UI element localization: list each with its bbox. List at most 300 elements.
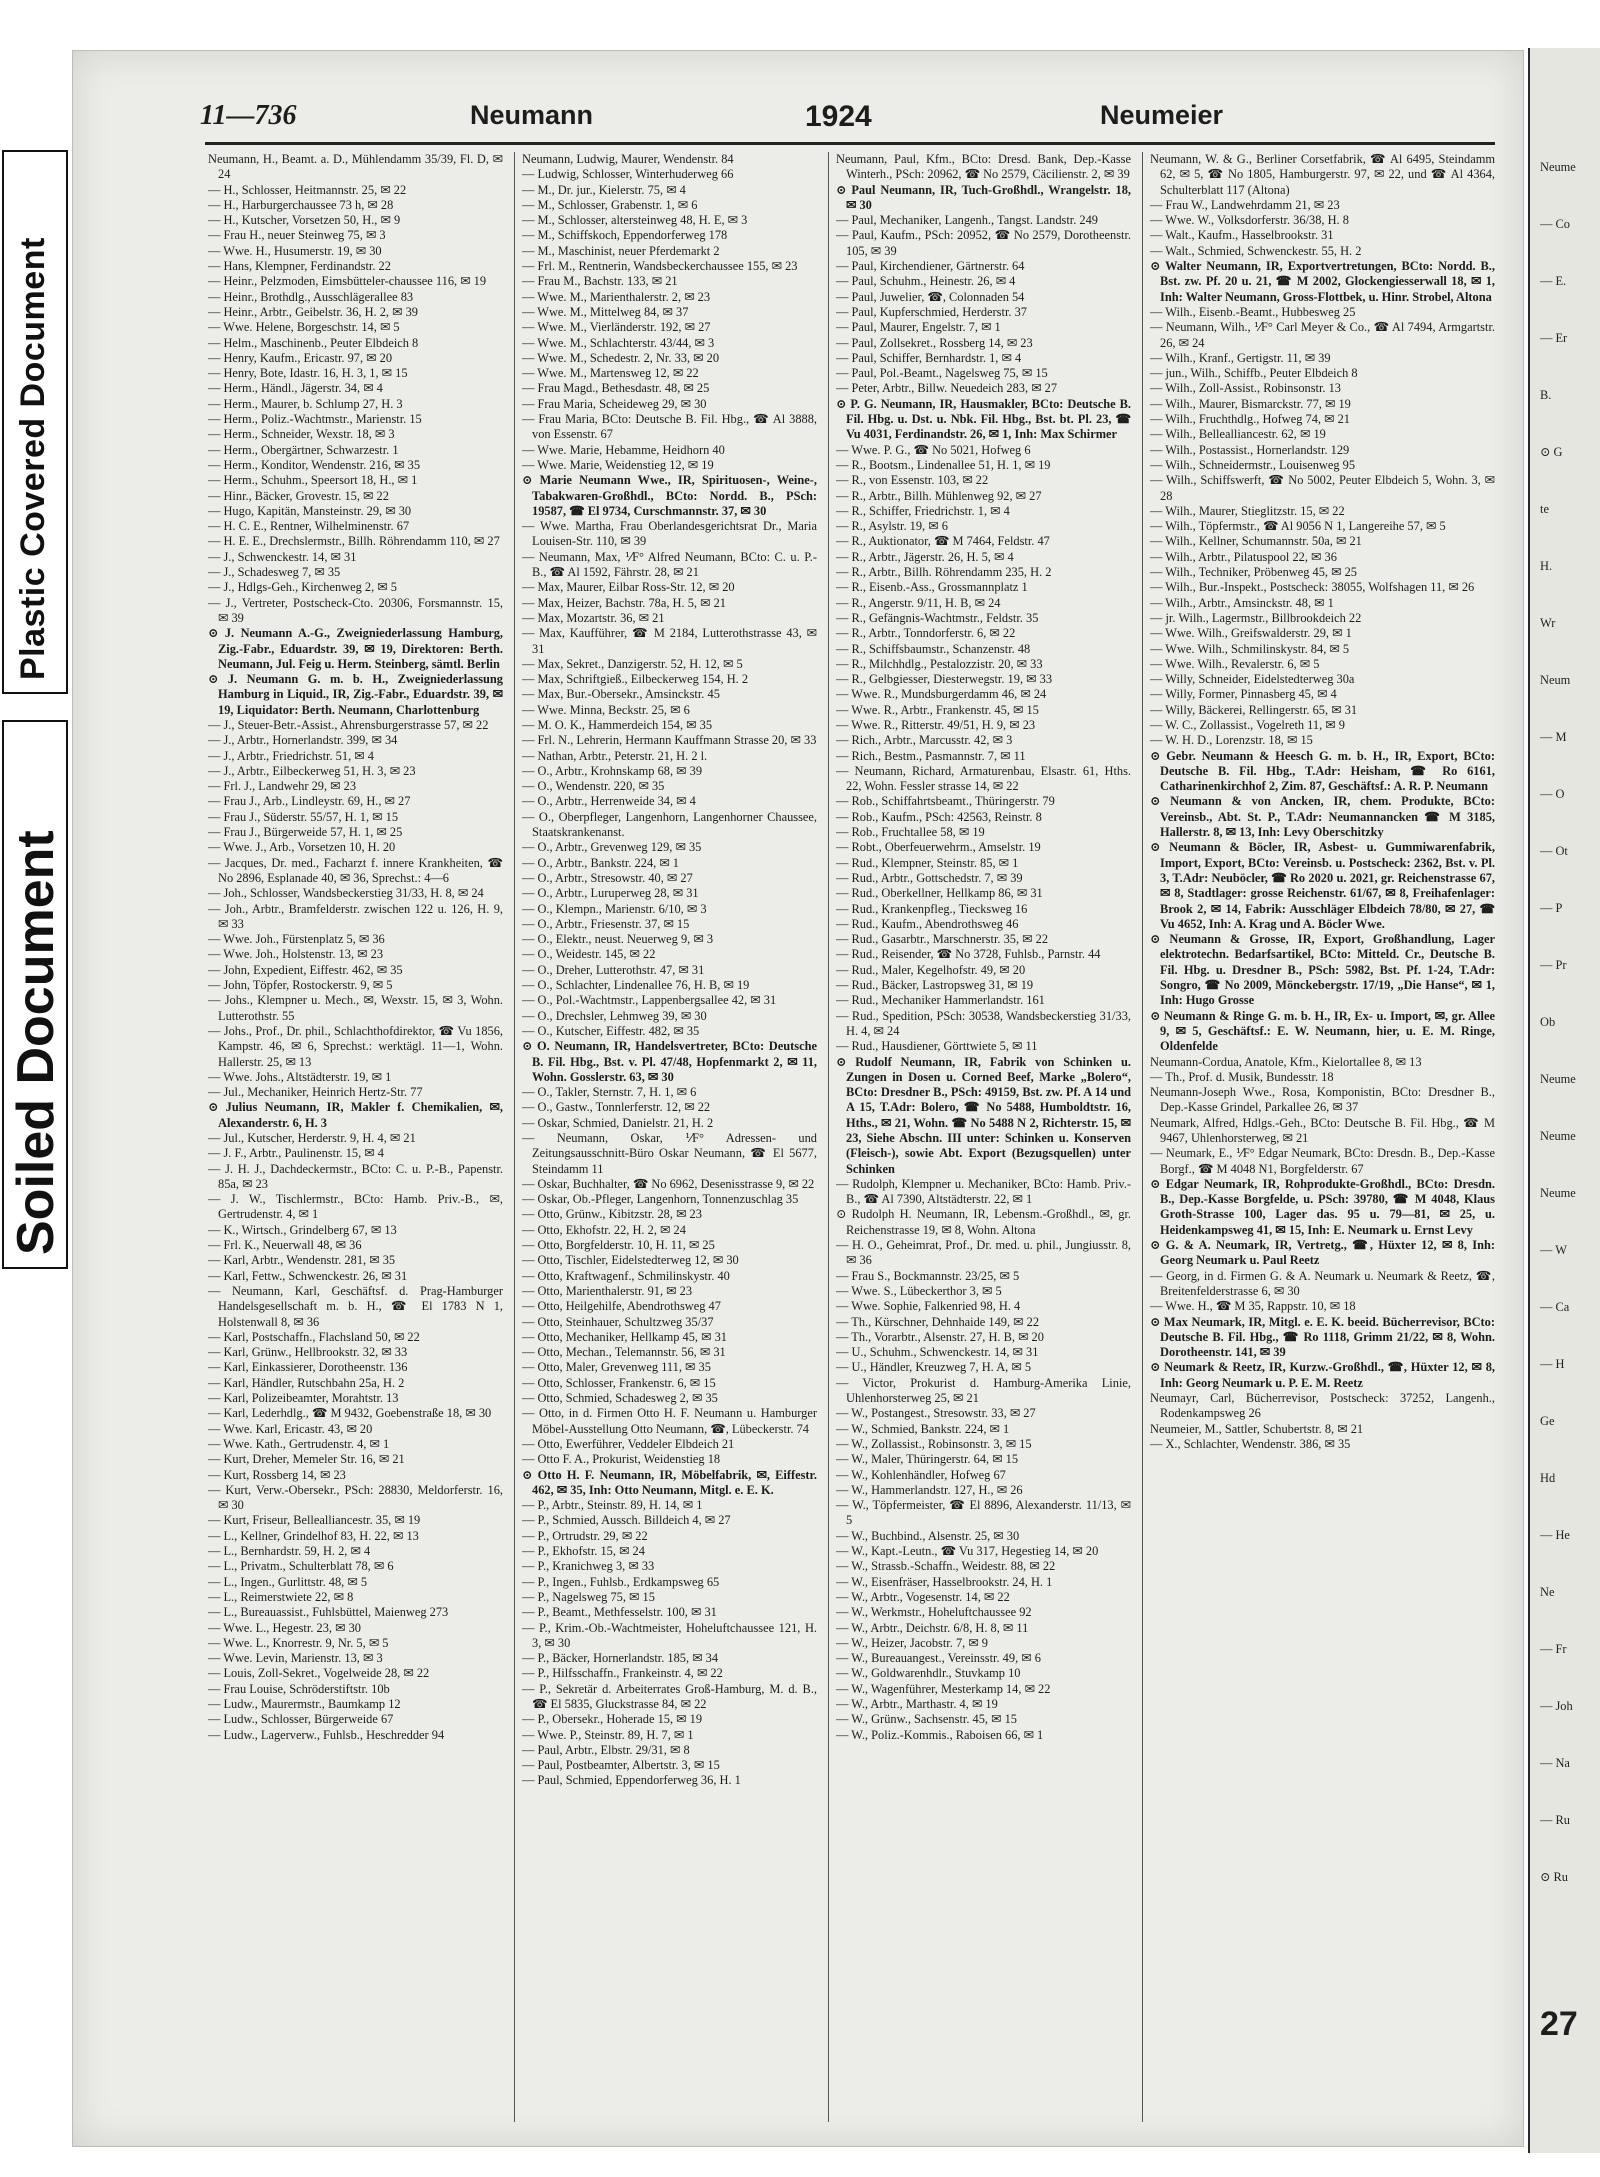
directory-entry: — Herm., Schuhm., Speersort 18, H., ✉ 1 bbox=[208, 473, 418, 488]
column-divider bbox=[1142, 152, 1143, 2122]
directory-entry: — Herm., Schneider, Wexstr. 18, ✉ 3 bbox=[208, 427, 395, 442]
edge-fragment: — Er bbox=[1540, 331, 1568, 345]
directory-entry: — H., Kutscher, Vorsetzen 50, H., ✉ 9 bbox=[208, 213, 401, 228]
directory-entry: — Rud., Reisender, ☎ No 3728, Fuhlsb., Parnstr. 44 bbox=[836, 947, 1101, 962]
directory-entry: — Frau Magd., Bethesdastr. 48, ✉ 25 bbox=[522, 381, 710, 396]
directory-entry: — Wwe. W., Volksdorferstr. 36/38, H. 8 bbox=[1150, 213, 1349, 228]
directory-entry: — Herm., Maurer, b. Schlump 27, H. 3 bbox=[208, 396, 403, 411]
directory-entry: — H., Harburgerchaussee 73 h, ✉ 28 bbox=[208, 197, 394, 212]
directory-entry: — Rob., Kaufm., PSch: 42563, Reinstr. 8 bbox=[836, 809, 1042, 824]
directory-entry: — Frl. N., Lehrerin, Hermann Kauffmann Strasse 20, ✉ 33 bbox=[522, 733, 817, 748]
directory-entry: — Neumann, Wilh., ⅟F° Carl Meyer & Co., ☎ Al 7494, Armgartstr. 26, ✉ 24 bbox=[1150, 320, 1495, 350]
directory-entry: — Frau J., Arb., Lindleystr. 69, H., ✉ 27 bbox=[208, 794, 411, 809]
edge-fragment: — Fr bbox=[1540, 1642, 1567, 1656]
directory-entry: — Wwe. M., Martensweg 12, ✉ 22 bbox=[522, 366, 699, 381]
directory-entry: — W., Schmied, Bankstr. 224, ✉ 1 bbox=[836, 1421, 1010, 1436]
directory-entry: — Rudolph, Klempner u. Mechaniker, BCto: Hamb. Priv.-B., ☎ Al 7390, Altstädterstr. 22, ✉ 1 bbox=[836, 1176, 1131, 1207]
directory-entry: — J., Arbtr., Hornerlandstr. 399, ✉ 34 bbox=[208, 733, 398, 748]
directory-entry: — Karl, Lederhdlg., ☎ M 9432, Goebenstraße 18, ✉ 30 bbox=[208, 1406, 492, 1421]
edge-fragment: H. bbox=[1540, 559, 1553, 573]
directory-entry: — Max, Kaufführer, ☎ M 2184, Lutterothstrasse 43, ✉ 31 bbox=[522, 626, 817, 656]
directory-entry: — Wwe. Marie, Hebamme, Heidhorn 40 bbox=[522, 442, 725, 457]
directory-entry: — R., Arbtr., Tonndorferstr. 6, ✉ 22 bbox=[836, 626, 1016, 641]
directory-entry: — Wwe. Martha, Frau Oberlandesgerichtsrat Dr., Maria Louisen-Str. 110, ✉ 39 bbox=[522, 519, 817, 549]
directory-entry: — Frau J., Süderstr. 55/57, H. 1, ✉ 15 bbox=[208, 809, 399, 824]
firm-entry: ⊙ G. & A. Neumark, IR, Vertretg., ☎, Hüxter 12, ✉ 8, Inh: Georg Neumark u. Paul Reetz bbox=[1150, 1238, 1495, 1268]
directory-entry: — Wilh., Schiffswerft, ☎ No 5002, Peuter Elbdeich 5, Wohn. 3, ✉ 28 bbox=[1150, 473, 1495, 503]
firm-entry: ⊙ Neumark & Reetz, IR, Kurzw.-Großhdl., ☎, Hüxter 12, ✉ 8, Inh: Georg Neumark u. P. E. M. Reetz bbox=[1150, 1360, 1495, 1390]
directory-entry: — W., Maler, Thüringerstr. 64, ✉ 15 bbox=[836, 1452, 1019, 1467]
directory-entry: — Wwe. R., Mundsburgerdamm 46, ✉ 24 bbox=[836, 687, 1047, 702]
directory-entry: — Max, Maurer, Eilbar Ross-Str. 12, ✉ 20 bbox=[522, 580, 735, 595]
directory-entry: — Jul., Kutscher, Herderstr. 9, H. 4, ✉ 21 bbox=[208, 1131, 416, 1145]
directory-entry: — Ludw., Maurermstr., Baumkamp 12 bbox=[208, 1696, 401, 1711]
firm-entry: ⊙ Otto H. F. Neumann, IR, Möbelfabrik, ✉, Eiffestr. 462, ✉ 35, Inh: Otto Neumann, Mitgl. e. E. K. bbox=[522, 1467, 817, 1497]
directory-entry: — H., Schlosser, Heitmannstr. 25, ✉ 22 bbox=[208, 182, 407, 197]
directory-entry: — W., Postangest., Stresowstr. 33, ✉ 27 bbox=[836, 1406, 1036, 1421]
directory-entry: — Wilh., Eisenb.-Beamt., Hubbesweg 25 bbox=[1150, 304, 1356, 319]
directory-entry: — J., Schwenckestr. 14, ✉ 31 bbox=[208, 549, 357, 564]
directory-entry: — O., Arbtr., Grevenweg 129, ✉ 35 bbox=[522, 840, 702, 855]
edge-fragment: — Ca bbox=[1540, 1300, 1570, 1314]
directory-entry: — R., Auktionator, ☎ M 7464, Feldstr. 47 bbox=[836, 534, 1050, 549]
directory-entry: — W. C., Zollassist., Vogelreth 11, ✉ 9 bbox=[1150, 717, 1345, 732]
directory-entry: — O., Drechsler, Lehmweg 39, ✉ 30 bbox=[522, 1008, 707, 1023]
directory-entry: — Victor, Prokurist d. Hamburg-Amerika Linie, Uhlenhorsterweg 25, ✉ 21 bbox=[836, 1375, 1131, 1406]
directory-entry: — Wilh., Bellealliancestr. 62, ✉ 19 bbox=[1150, 427, 1326, 442]
directory-entry: — P., Schmied, Aussch. Billdeich 4, ✉ 27 bbox=[522, 1513, 731, 1528]
directory-entry: — R., Gefängnis-Wachtmstr., Feldstr. 35 bbox=[836, 610, 1039, 625]
directory-entry: — W., Buchbind., Alsenstr. 25, ✉ 30 bbox=[836, 1528, 1020, 1543]
directory-entry: — Wwe. M., Schlachterstr. 43/44, ✉ 3 bbox=[522, 335, 715, 350]
directory-entry: — Frau J., Bürgerweide 57, H. 1, ✉ 25 bbox=[208, 825, 403, 840]
directory-entry: — Otto, Mechaniker, Hellkamp 45, ✉ 31 bbox=[522, 1329, 727, 1344]
edge-fragment: B. bbox=[1540, 388, 1552, 402]
directory-entry: — R., Arbtr., Billh. Mühlenweg 92, ✉ 27 bbox=[836, 488, 1042, 503]
directory-entry: Neumark, Alfred, Hdlgs.-Geh., BCto: Deutsche B. Fil. Hbg., ☎ M 9467, Uhlenhorsterweg, ✉ 21 bbox=[1150, 1115, 1495, 1145]
directory-entry: — P., Ekhofstr. 15, ✉ 24 bbox=[522, 1544, 645, 1559]
edge-fragment: — He bbox=[1540, 1528, 1570, 1542]
directory-entry: — Heinr., Brothdlg., Ausschlägerallee 83 bbox=[208, 289, 414, 304]
directory-entry: — Paul, Schuhm., Heinestr. 26, ✉ 4 bbox=[836, 274, 1016, 289]
directory-entry: — M., Maschinist, neuer Pferdemarkt 2 bbox=[522, 243, 720, 258]
directory-entry: — Wilh., Kranf., Gertigstr. 11, ✉ 39 bbox=[1150, 350, 1331, 365]
directory-entry: — R., Gelbgiesser, Diesterwegstr. 19, ✉ 33 bbox=[836, 672, 1053, 687]
directory-entry: — Frau Maria, Scheideweg 29, ✉ 30 bbox=[522, 396, 707, 411]
firm-entry: ⊙ P. G. Neumann, IR, Hausmakler, BCto: Deutsche B. Fil. Hbg. u. Dst. u. Nbk. Fil. Hbg., Bst. bt. Pl. 23, ☎ Vu 4031, Ferdinandstr. 26, ✉ 1, Inh: Max Schirmer bbox=[836, 396, 1131, 442]
directory-entry: — Wwe. H., Husumerstr. 19, ✉ 30 bbox=[208, 243, 382, 258]
edge-fragment: — Joh bbox=[1540, 1699, 1573, 1713]
directory-entry: — John, Töpfer, Rostockerstr. 9, ✉ 5 bbox=[208, 978, 393, 993]
directory-entry: — O., Weidestr. 145, ✉ 22 bbox=[522, 947, 656, 962]
directory-entry: — Paul, Zollsekret., Rossberg 14, ✉ 23 bbox=[836, 335, 1033, 350]
directory-entry: — W., Eisenfräser, Hasselbrookstr. 24, H. 1 bbox=[836, 1574, 1053, 1589]
directory-entry: — Otto, Borgfelderstr. 10, H. 11, ✉ 25 bbox=[522, 1238, 715, 1253]
directory-entry: — Wwe. Minna, Beckstr. 25, ✉ 6 bbox=[522, 702, 690, 717]
directory-entry: — Frl. J., Landwehr 29, ✉ 23 bbox=[208, 779, 357, 794]
directory-entry: — J., Steuer-Betr.-Assist., Ahrensburgerstrasse 57, ✉ 22 bbox=[208, 717, 489, 732]
header-year: 1924 bbox=[805, 100, 872, 133]
directory-entry: — Hinr., Bäcker, Grovestr. 15, ✉ 22 bbox=[208, 488, 389, 503]
directory-entry: — Rich., Arbtr., Marcusstr. 42, ✉ 3 bbox=[836, 733, 1013, 748]
directory-entry: — W., Heizer, Jacobstr. 7, ✉ 9 bbox=[836, 1635, 989, 1650]
directory-entry: — Th., Kürschner, Dehnhaide 149, ✉ 22 bbox=[836, 1314, 1040, 1329]
directory-entry: — Wwe. Kath., Gertrudenstr. 4, ✉ 1 bbox=[208, 1436, 390, 1451]
directory-entry: — Wilh., Schneidermstr., Louisenweg 95 bbox=[1150, 457, 1356, 472]
directory-entry: — Wwe. Helene, Borgeschstr. 14, ✉ 5 bbox=[208, 320, 400, 335]
directory-entry: — Frau Maria, BCto: Deutsche B. Fil. Hbg., ☎ Al 3888, von Essenstr. 67 bbox=[522, 412, 817, 442]
directory-entry: — Rud., Spedition, PSch: 30538, Wandsbeckerstieg 31/33, H. 4, ✉ 24 bbox=[836, 1008, 1131, 1038]
directory-entry: — Neumark, E., ⅟F° Edgar Neumark, BCto: Dresdn. B., Dep.-Kasse Borgf., ☎ M 4048 N1, Borgfelderstr. 67 bbox=[1150, 1146, 1495, 1176]
directory-entry: — Wilh., Fruchthdlg., Hofweg 74, ✉ 21 bbox=[1150, 412, 1350, 427]
directory-entry: — Oskar, Schmied, Danielstr. 21, H. 2 bbox=[522, 1115, 714, 1130]
directory-entry: — Wwe. H., ☎ M 35, Rappstr. 10, ✉ 18 bbox=[1150, 1299, 1356, 1314]
edge-fragment: — E. bbox=[1540, 274, 1567, 288]
directory-entry: — Th., Prof. d. Musik, Bundesstr. 18 bbox=[1150, 1069, 1334, 1084]
directory-entry: — Wwe. Wilh., Greifswalderstr. 29, ✉ 1 bbox=[1150, 626, 1352, 641]
directory-column-1 bbox=[208, 152, 503, 2127]
directory-entry: — Frau W., Landwehrdamm 21, ✉ 23 bbox=[1150, 197, 1340, 212]
directory-entry: — M., Dr. jur., Kielerstr. 75, ✉ 4 bbox=[522, 182, 686, 197]
directory-entry: — Nathan, Arbtr., Peterstr. 21, H. 2 l. bbox=[522, 748, 708, 763]
directory-entry: — Wilh., Kellner, Schumannstr. 50a, ✉ 21 bbox=[1150, 534, 1362, 549]
directory-entry: — Oskar, Ob.-Pfleger, Langenhorn, Tonnenzuschlag 35 bbox=[522, 1192, 799, 1207]
directory-entry: — Neumann, Karl, Geschäftsf. d. Prag-Hamburger Handelsgesellschaft m. b. H., ☎ El 1783 N 1, Holstenwall 8, ✉ 36 bbox=[208, 1283, 503, 1329]
directory-entry: — Otto, Mechan., Telemannstr. 56, ✉ 31 bbox=[522, 1345, 726, 1360]
firm-entry: ⊙ Walter Neumann, IR, Exportvertretungen, BCto: Nordd. B., Bst. zw. Pf. 20 u. 21, ☎ M 2002, Glockengiesserwall 18, ✉ 1, Inh: Walter Neumann, Gross-Flottbek, u. Hinr. Strobel, Altona bbox=[1150, 259, 1495, 304]
directory-entry: — R., Eisenb.-Ass., Grossmannplatz 1 bbox=[836, 580, 1028, 595]
directory-entry: — Wwe. M., Vierländerstr. 192, ✉ 27 bbox=[522, 320, 711, 335]
directory-entry: — J., Hdlgs-Geh., Kirchenweg 2, ✉ 5 bbox=[208, 580, 397, 595]
directory-entry: — Oskar, Buchhalter, ☎ No 6962, Desenisstrasse 9, ✉ 22 bbox=[522, 1176, 815, 1191]
directory-entry: — Wwe. Joh., Fürstenplatz 5, ✉ 36 bbox=[208, 932, 385, 947]
directory-entry: — P., Krim.-Ob.-Wachtmeister, Hoheluftchaussee 121, H. 3, ✉ 30 bbox=[522, 1620, 817, 1650]
directory-entry: — R., Asylstr. 19, ✉ 6 bbox=[836, 519, 948, 534]
directory-entry: — Neumann, Max, ⅟F° Alfred Neumann, BCto: C. u. P.-B., ☎ Al 1592, Fährstr. 28, ✉ 21 bbox=[522, 549, 817, 580]
plastic-covered-label: Plastic Covered Document bbox=[14, 237, 52, 680]
next-page-edge bbox=[1528, 48, 1600, 2153]
directory-entry: — Otto, Marienthalerstr. 91, ✉ 23 bbox=[522, 1283, 693, 1298]
directory-entry: — Paul, Maurer, Engelstr. 7, ✉ 1 bbox=[836, 320, 1001, 335]
directory-entry: — W., Strassb.-Schaffn., Weidestr. 88, ✉ 22 bbox=[836, 1559, 1056, 1574]
directory-entry: — Karl, Grünw., Hellbrookstr. 32, ✉ 33 bbox=[208, 1345, 408, 1360]
directory-entry: — L., Kellner, Grindelhof 83, H. 22, ✉ 13 bbox=[208, 1528, 419, 1543]
directory-entry: — Karl, Polizeibeamter, Morahtstr. 13 bbox=[208, 1391, 399, 1406]
firm-entry: ⊙ J. Neumann A.-G., Zweigniederlassung Hamburg, Zig.-Fabr., Eduardstr. 39, ✉ 19, Direktoren: Berth. Neumann, Jul. Feig u. Herm. Steinberg, sämtl. Berlin bbox=[208, 626, 503, 671]
edge-fragment: Neume bbox=[1540, 1129, 1576, 1143]
directory-entry: Neumann, Paul, Kfm., BCto: Dresd. Bank, Dep.-Kasse Winterh., PSch: 20962, ☎ No 2579, Cäcilienstr. 2, ✉ 39 bbox=[836, 152, 1131, 182]
edge-fragment: te bbox=[1540, 502, 1549, 516]
directory-column-3 bbox=[836, 152, 1131, 2127]
directory-entry: — R., Bootsm., Lindenallee 51, H. 1, ✉ 19 bbox=[836, 457, 1051, 472]
directory-entry: — P., Obersekr., Hoherade 15, ✉ 19 bbox=[522, 1712, 703, 1727]
directory-entry: — O., Arbtr., Stresowstr. 40, ✉ 27 bbox=[522, 870, 693, 885]
edge-fragment: — M bbox=[1540, 730, 1567, 744]
directory-entry: — W., Goldwarenhdlr., Stuvkamp 10 bbox=[836, 1666, 1021, 1681]
directory-entry: — O., Schlachter, Lindenallee 76, H. B, ✉ 19 bbox=[522, 978, 750, 993]
directory-entry: — Otto, Steinhauer, Schultzweg 35/37 bbox=[522, 1314, 714, 1329]
directory-entry: — P., Kranichweg 3, ✉ 33 bbox=[522, 1559, 655, 1574]
firm-entry: ⊙ O. Neumann, IR, Handelsvertreter, BCto: Deutsche B. Fil. Hbg., Bst. v. Pl. 47/48, Hopfenmarkt 2, ✉ 11, Wohn. Gosslerstr. 63, ✉ 30 bbox=[522, 1039, 817, 1084]
directory-entry: — Kurt, Friseur, Bellealliancestr. 35, ✉ 19 bbox=[208, 1513, 421, 1528]
directory-entry: — Paul, Pol.-Beamt., Nagelsweg 75, ✉ 15 bbox=[836, 366, 1048, 381]
edge-fragment: Neume bbox=[1540, 160, 1576, 174]
archival-label-strip bbox=[0, 0, 68, 2177]
directory-entry: — Wwe. R., Ritterstr. 49/51, H. 9, ✉ 23 bbox=[836, 717, 1036, 732]
directory-entry: — Helm., Maschinenb., Peuter Elbdeich 8 bbox=[208, 335, 419, 350]
directory-entry: — Henry, Kaufm., Ericastr. 97, ✉ 20 bbox=[208, 350, 393, 365]
directory-entry: — Wwe. M., Marienthalerstr. 2, ✉ 23 bbox=[522, 289, 711, 304]
directory-entry: — M., Schlosser, Grabenstr. 1, ✉ 6 bbox=[522, 197, 698, 212]
directory-entry: — Herm., Konditor, Wendenstr. 216, ✉ 35 bbox=[208, 457, 421, 472]
directory-entry: — Ludw., Lagerverw., Fuhlsb., Heschredder 94 bbox=[208, 1727, 445, 1742]
edge-fragment: — Pr bbox=[1540, 958, 1567, 972]
directory-entry: — Neumann, Richard, Armaturenbau, Elsastr. 61, Hths. 22, Wohn. Fessler strasse 14, ✉ 22 bbox=[836, 763, 1131, 794]
directory-entry: — O., Arbtr., Luruperweg 28, ✉ 31 bbox=[522, 886, 699, 901]
directory-entry: — P., Ortrudstr. 29, ✉ 22 bbox=[522, 1528, 648, 1543]
directory-entry: — Wwe. Marie, Weidenstieg 12, ✉ 19 bbox=[522, 457, 714, 472]
directory-entry: — John, Expedient, Eiffestr. 462, ✉ 35 bbox=[208, 962, 403, 977]
edge-fragment: — O bbox=[1540, 787, 1565, 801]
directory-entry: — Johs., Klempner u. Mech., ✉, Wexstr. 15, ✉ 3, Wohn. Lutterothstr. 55 bbox=[208, 993, 503, 1023]
directory-entry: — Wwe. P. G., ☎ No 5021, Hofweg 6 bbox=[836, 442, 1031, 457]
edge-fragment: Ne bbox=[1540, 1585, 1555, 1599]
directory-entry: Neumeier, M., Sattler, Schubertstr. 8, ✉ 21 bbox=[1150, 1421, 1364, 1436]
directory-entry: — Th., Vorarbtr., Alsenstr. 27, H. B, ✉ 20 bbox=[836, 1329, 1044, 1344]
page-number: 11—736 bbox=[200, 100, 297, 131]
directory-entry: — O., Wendenstr. 220, ✉ 35 bbox=[522, 779, 665, 794]
directory-entry: — Max, Heizer, Bachstr. 78a, H. 5, ✉ 21 bbox=[522, 595, 726, 610]
edge-fragment: Neume bbox=[1540, 1186, 1576, 1200]
directory-entry: — Rud., Maler, Kegelhofstr. 49, ✉ 20 bbox=[836, 962, 1026, 977]
directory-entry: — W., Arbtr., Marthastr. 4, ✉ 19 bbox=[836, 1696, 998, 1711]
directory-entry: — H. O., Geheimrat, Prof., Dr. med. u. phil., Jungiusstr. 8, ✉ 36 bbox=[836, 1238, 1131, 1268]
directory-entry: Neumayr, Carl, Bücherrevisor, Postscheck: 37252, Langenh., Rodenkampsweg 26 bbox=[1150, 1391, 1495, 1421]
directory-entry: — R., Angerstr. 9/11, H. B, ✉ 24 bbox=[836, 595, 1001, 610]
directory-entry: — P., Arbtr., Steinstr. 89, H. 14, ✉ 1 bbox=[522, 1498, 703, 1513]
directory-entry: — Otto, Grünw., Kibitzstr. 28, ✉ 23 bbox=[522, 1207, 702, 1222]
directory-entry: — Kurt, Dreher, Memeler Str. 16, ✉ 21 bbox=[208, 1452, 405, 1467]
directory-entry: — Rud., Gasarbtr., Marschnerstr. 35, ✉ 22 bbox=[836, 932, 1049, 947]
directory-entry: — jun., Wilh., Schiffb., Peuter Elbdeich 8 bbox=[1150, 366, 1358, 381]
directory-entry: — U., Händler, Kreuzweg 7, H. A, ✉ 5 bbox=[836, 1360, 1032, 1375]
directory-entry: — Paul, Arbtr., Elbstr. 29/31, ✉ 8 bbox=[522, 1742, 690, 1757]
directory-entry: — Kurt, Verw.-Obersekr., PSch: 28830, Meldorferstr. 16, ✉ 30 bbox=[208, 1482, 503, 1513]
firm-entry: ⊙ Rudolf Neumann, IR, Fabrik von Schinken u. Zungen in Dosen u. Corned Beef, Marke „Bolero“, BCto: Dresdner B., PSch: 49159, Bst. zw. Pf. A 14 und A 15, T.Adr: Bolero, ☎ No 5488, Humboldtstr. 16, Hths., ✉ 21, Wohn. ☎ No 5488 N 2, Richterstr. 15, ✉ 23, Siehe Abschn. III unter: Schinken u. Konserven (Fleisch-), sowie Abt. Export (Bezugsquellen) unter Schinken bbox=[836, 1054, 1131, 1176]
directory-entry: — Rud., Klempner, Steinstr. 85, ✉ 1 bbox=[836, 855, 1019, 870]
directory-entry: — Frau S., Bockmannstr. 23/25, ✉ 5 bbox=[836, 1268, 1020, 1283]
directory-entry: — J. F., Arbtr., Paulinenstr. 15, ✉ 4 bbox=[208, 1146, 384, 1161]
directory-entry: — O., Oberpfleger, Langenhorn, Langenhorner Chaussee, Staatskrankenanst. bbox=[522, 809, 817, 840]
directory-entry: — Wwe. S., Lübeckerthor 3, ✉ 5 bbox=[836, 1283, 1002, 1298]
directory-entry: — Max, Bur.-Obersekr., Amsinckstr. 45 bbox=[522, 687, 720, 702]
directory-entry: — Otto, Maler, Grevenweg 111, ✉ 35 bbox=[522, 1360, 711, 1375]
directory-entry: — O., Gastw., Tonnlerferstr. 12, ✉ 22 bbox=[522, 1100, 711, 1115]
firm-entry: ⊙ Marie Neumann Wwe., IR, Spirituosen-, Weine-, Tabakwaren-Großhdl., BCto: Nordd. B., PSch: 19587, ☎ El 9734, Curschmannstr. 37, ✉ 30 bbox=[522, 473, 817, 518]
directory-entry: — Wwe. Karl, Ericastr. 43, ✉ 20 bbox=[208, 1421, 373, 1436]
directory-entry: — Otto, Tischler, Eidelstedterweg 12, ✉ 30 bbox=[522, 1253, 739, 1268]
directory-entry: — W., Arbtr., Vogesenstr. 14, ✉ 22 bbox=[836, 1589, 1010, 1604]
directory-entry: — Otto F. A., Prokurist, Weidenstieg 18 bbox=[522, 1452, 721, 1467]
directory-entry: — Paul, Kupferschmied, Herderstr. 37 bbox=[836, 304, 1027, 319]
directory-entry: — J. W., Tischlermstr., BCto: Hamb. Priv.-B., ✉, Gertrudenstr. 4, ✉ 1 bbox=[208, 1192, 503, 1222]
directory-entry: — Wwe. P., Steinstr. 89, H. 7, ✉ 1 bbox=[522, 1727, 694, 1742]
directory-entry: — Johs., Prof., Dr. phil., Schlachthofdirektor, ☎ Vu 1856, Kampstr. 46, ✉ 6, Sprechst.: werktägl. 11—1, Wohn. Hallerstr. 25, ✉ 13 bbox=[208, 1023, 503, 1069]
directory-entry: — Wilh., Töpfermstr., ☎ Al 9056 N 1, Langereihe 57, ✉ 5 bbox=[1150, 519, 1446, 534]
directory-entry: — Wilh., Arbtr., Amsinckstr. 48, ✉ 1 bbox=[1150, 595, 1334, 610]
directory-entry: — Frau Louise, Schröderstiftstr. 10b bbox=[208, 1681, 390, 1696]
directory-entry: — R., von Essenstr. 103, ✉ 22 bbox=[836, 473, 989, 488]
directory-entry: — Max, Schriftgieß., Eilbeckerweg 154, H. 2 bbox=[522, 672, 749, 687]
directory-entry: — Wwe. Levin, Marienstr. 13, ✉ 3 bbox=[208, 1651, 383, 1666]
directory-entry: — O., Takler, Sternstr. 7, H. 1, ✉ 6 bbox=[522, 1085, 697, 1100]
directory-entry: — Wwe. Sophie, Falkenried 98, H. 4 bbox=[836, 1299, 1021, 1314]
directory-entry: — L., Reimerstwiete 22, ✉ 8 bbox=[208, 1589, 354, 1604]
directory-entry: — W., Poliz.-Kommis., Raboisen 66, ✉ 1 bbox=[836, 1727, 1044, 1742]
directory-entry: — O., Klempn., Marienstr. 6/10, ✉ 3 bbox=[522, 901, 707, 916]
directory-entry: — U., Schuhm., Schwenckestr. 14, ✉ 31 bbox=[836, 1345, 1039, 1360]
directory-entry: — Jul., Mechaniker, Heinrich Hertz-Str. 77 bbox=[208, 1085, 423, 1100]
directory-entry: ⊙ Rudolph H. Neumann, IR, Lebensm.-Großhdl., ✉, gr. Reichenstrasse 19, ✉ 8, Wohn. Altona bbox=[836, 1207, 1131, 1237]
directory-entry: — Joh., Schlosser, Wandsbeckerstieg 31/33, H. 8, ✉ 24 bbox=[208, 886, 484, 901]
directory-entry: — R., Arbtr., Jägerstr. 26, H. 5, ✉ 4 bbox=[836, 549, 1014, 564]
directory-entry: — R., Milchhdlg., Pestalozzistr. 20, ✉ 33 bbox=[836, 656, 1043, 671]
directory-entry: — P., Bäcker, Hornerlandstr. 185, ✉ 34 bbox=[522, 1651, 719, 1666]
directory-entry: — Wwe. R., Arbtr., Frankenstr. 45, ✉ 15 bbox=[836, 702, 1039, 717]
directory-entry: — Otto, Ewerführer, Veddeler Elbdeich 21 bbox=[522, 1436, 735, 1451]
edge-fragment: — Ru bbox=[1540, 1813, 1570, 1827]
directory-entry: — J., Vertreter, Postscheck-Cto. 20306, Forsmannstr. 15, ✉ 39 bbox=[208, 595, 503, 625]
directory-entry: — Joh., Arbtr., Bramfelderstr. zwischen 122 u. 126, H. 9, ✉ 33 bbox=[208, 901, 503, 931]
directory-entry: — Ludw., Schlosser, Bürgerweide 67 bbox=[208, 1712, 394, 1727]
directory-entry: — Wwe. J., Arb., Vorsetzen 10, H. 20 bbox=[208, 840, 396, 855]
directory-entry: — M. O. K., Hammerdeich 154, ✉ 35 bbox=[522, 717, 713, 732]
directory-entry: — O., Arbtr., Friesenstr. 37, ✉ 15 bbox=[522, 916, 690, 931]
directory-entry: Neumann, Ludwig, Maurer, Wendenstr. 84 bbox=[522, 152, 734, 166]
firm-entry: ⊙ Neumann & Ringe G. m. b. H., IR, Ex- u. Import, ✉, gr. Allee 9, ✉ 5, Geschäftsf.: E. W. Neumann, hier, u. E. M. Ringe, Oldenfelde bbox=[1150, 1008, 1495, 1054]
directory-entry: — Otto, Ekhofstr. 22, H. 2, ✉ 24 bbox=[522, 1222, 686, 1237]
directory-entry: — Louis, Zoll-Sekret., Vogelweide 28, ✉ 22 bbox=[208, 1666, 430, 1681]
directory-entry: — Frl. K., Neuerwall 48, ✉ 36 bbox=[208, 1238, 362, 1253]
directory-entry: — W., Hammerlandstr. 127, H., ✉ 26 bbox=[836, 1482, 1023, 1497]
directory-entry: — Herm., Obergärtner, Schwarzestr. 1 bbox=[208, 442, 399, 457]
directory-entry: — Paul, Juwelier, ☎, Colonnaden 54 bbox=[836, 289, 1025, 304]
directory-entry: — L., Bureauassist., Fuhlsbüttel, Maienweg 273 bbox=[208, 1605, 449, 1620]
edge-fragment: — W bbox=[1540, 1243, 1567, 1257]
directory-entry: Neumann, H., Beamt. a. D., Mühlendamm 35/39, Fl. D, ✉ 24 bbox=[208, 152, 503, 182]
directory-entry: Neumann-Joseph Wwe., Rosa, Komponistin, BCto: Dresdner B., Dep.-Kasse Grindel, Parkallee 26, ✉ 37 bbox=[1150, 1085, 1495, 1115]
directory-entry: — Wilh., Arbtr., Pilatuspool 22, ✉ 36 bbox=[1150, 549, 1337, 564]
directory-entry: — Paul, Schiffer, Bernhardstr. 1, ✉ 4 bbox=[836, 350, 1022, 365]
directory-entry: — K., Wirtsch., Grindelberg 67, ✉ 13 bbox=[208, 1222, 397, 1237]
directory-entry: — O., Arbtr., Krohnskamp 68, ✉ 39 bbox=[522, 763, 703, 778]
directory-entry: — Paul, Postbeamter, Albertstr. 3, ✉ 15 bbox=[522, 1758, 720, 1773]
directory-entry: — Wwe. Joh., Holstenstr. 13, ✉ 23 bbox=[208, 947, 384, 962]
directory-entry: — O., Elektr., neust. Neuerweg 9, ✉ 3 bbox=[522, 932, 714, 947]
directory-entry: — H. E. E., Drechslermstr., Billh. Röhrendamm 110, ✉ 27 bbox=[208, 534, 500, 549]
directory-entry: — Rud., Hausdiener, Görttwiete 5, ✉ 11 bbox=[836, 1039, 1038, 1054]
directory-entry: — Robt., Oberfeuerwehrm., Amselstr. 19 bbox=[836, 840, 1041, 855]
page-header bbox=[200, 100, 1510, 140]
directory-entry: — Jacques, Dr. med., Facharzt f. innere Krankheiten, ☎ No 2896, Esplanade 40, ✉ 36, Sprechst.: 4—6 bbox=[208, 855, 503, 885]
directory-entry: — Rud., Kaufm., Abendrothsweg 46 bbox=[836, 916, 1019, 931]
directory-entry: — L., Ingen., Gurlittstr. 48, ✉ 5 bbox=[208, 1574, 368, 1589]
directory-entry: — Karl, Postschaffn., Flachsland 50, ✉ 22 bbox=[208, 1329, 420, 1344]
directory-entry: — P., Nagelsweg 75, ✉ 15 bbox=[522, 1589, 655, 1604]
directory-entry: — Heinr., Pelzmoden, Eimsbütteler-chaussee 116, ✉ 19 bbox=[208, 274, 487, 289]
column-divider bbox=[514, 152, 515, 2122]
header-end-name: Neumeier bbox=[1100, 100, 1224, 130]
firm-entry: ⊙ Neumann & Böcler, IR, Asbest- u. Gummiwarenfabrik, Import, Export, BCto: Vereinsb. u. Postscheck: 2362, Bst. v. Pl. 3, T.Adr: Neuböcler, ☎ Ro 2020 u. 2021, gr. Reichenstrasse 67, ✉ 8, Stadtlager: grosse Reichenstr. 61/67, ✉ 8, Freihafenlager: Brook 2, ✉ 14, Fabrik: Ausschläger Elbdeich 78/80, ✉ 27, ☎ Vu 4652, Inh: A. Krag und A. Böcler Wwe. bbox=[1150, 840, 1495, 931]
directory-entry: — X., Schlachter, Wendenstr. 386, ✉ 35 bbox=[1150, 1436, 1351, 1451]
firm-entry: ⊙ Neumann & Grosse, IR, Export, Großhandlung, Lager elektrotechn. Bedarfsartikel, BCto: Mitteld. Cr., Deutsche B. Fil. Hbg. u. Dresdner B., PSch: 5982, Bst. Pf. 1-24, T.Adr: Songro, ☎ No 2009, Mönckebergstr. 17/19, „Die Hanse“, ✉ 1, Inh: Hugo Grosse bbox=[1150, 932, 1495, 1008]
directory-entry: — J., Schadesweg 7, ✉ 35 bbox=[208, 565, 341, 580]
column-divider bbox=[828, 152, 829, 2122]
directory-column-2 bbox=[522, 152, 817, 2127]
directory-entry: — Karl, Fettw., Schwenckestr. 26, ✉ 31 bbox=[208, 1268, 408, 1283]
directory-entry: — W. H. D., Lorenzstr. 18, ✉ 15 bbox=[1150, 733, 1313, 748]
directory-entry: — Wilh., Postassist., Hornerlandstr. 129 bbox=[1150, 442, 1350, 457]
directory-entry: — Wwe. L., Hegestr. 23, ✉ 30 bbox=[208, 1620, 361, 1635]
edge-fragment: — P bbox=[1540, 901, 1563, 915]
directory-entry: — O., Pol.-Wachtmstr., Lappenbergsallee 42, ✉ 31 bbox=[522, 993, 777, 1008]
edge-fragment: — Na bbox=[1540, 1756, 1570, 1770]
directory-entry: Neumann, W. & G., Berliner Corsetfabrik, ☎ Al 6495, Steindamm 62, ✉ 5, ☎ No 1805, Hamburgerstr. 97, ✉ 22, und ☎ Al 4364, Schulterblatt 117 (Altona) bbox=[1150, 152, 1495, 197]
firm-entry: ⊙ Neumann & von Ancken, IR, chem. Produkte, BCto: Vereinsb., Abt. St. P., T.Adr: Neumannancken ☎ M 3185, Hallerstr. 8, ✉ 13, Inh: Levy Oberschitzky bbox=[1150, 794, 1495, 840]
directory-entry: — Wwe. M., Schedestr. 2, Nr. 33, ✉ 20 bbox=[522, 350, 720, 365]
directory-entry: — Karl, Arbtr., Wendenstr. 281, ✉ 35 bbox=[208, 1253, 396, 1268]
directory-entry: — O., Dreher, Lutterothstr. 47, ✉ 31 bbox=[522, 962, 705, 977]
directory-entry: — Henry, Bote, Idastr. 16, H. 3, 1, ✉ 15 bbox=[208, 366, 408, 381]
directory-entry: — Neumann, Oskar, ⅟F° Adressen- und Zeitungsausschnitt-Büro Oskar Neumann, ☎ El 5677, Steindamm 11 bbox=[522, 1131, 817, 1176]
directory-entry: — W., Töpfermeister, ☎ El 8896, Alexanderstr. 11/13, ✉ 5 bbox=[836, 1498, 1131, 1528]
directory-entry: — P., Sekretär d. Arbeiterrates Groß-Hamburg, M. d. B., ☎ El 5835, Gluckstrasse 84, ✉ 22 bbox=[522, 1681, 817, 1711]
directory-entry: — Wwe. Wilh., Revalerstr. 6, ✉ 5 bbox=[1150, 656, 1320, 671]
edge-fragment: Ob bbox=[1540, 1015, 1556, 1029]
edge-fragment: ⊙ Ru bbox=[1540, 1870, 1568, 1884]
directory-entry: — Wilh., Maurer, Bismarckstr. 77, ✉ 19 bbox=[1150, 396, 1351, 411]
directory-entry: — Peter, Arbtr., Billw. Neuedeich 283, ✉ 27 bbox=[836, 381, 1058, 396]
firm-entry: ⊙ Gebr. Neumann & Heesch G. m. b. H., IR, Export, BCto: Deutsche B. Fil. Hbg., T.Adr: Heisham, ☎ Ro 6161, Catharinenkirchhof 2, Zim. 87, Geschäftsf.: A. R. P. Neumann bbox=[1150, 748, 1495, 794]
directory-entry: — O., Kutscher, Eiffestr. 482, ✉ 35 bbox=[522, 1023, 700, 1038]
directory-entry: — Wilh., Zoll-Assist., Robinsonstr. 13 bbox=[1150, 381, 1342, 396]
directory-entry: — W., Grünw., Sachsenstr. 45, ✉ 15 bbox=[836, 1712, 1017, 1727]
directory-entry: — W., Wagenführer, Mesterkamp 14, ✉ 22 bbox=[836, 1681, 1051, 1696]
directory-entry: — W., Kohlenhändler, Hofweg 67 bbox=[836, 1467, 1006, 1482]
directory-entry: — J. H. J., Dachdeckermstr., BCto: C. u. P.-B., Papenstr. 85a, ✉ 23 bbox=[208, 1161, 503, 1191]
directory-entry: — Willy, Former, Pinnasberg 45, ✉ 4 bbox=[1150, 687, 1337, 702]
directory-column-4 bbox=[1150, 152, 1495, 2127]
directory-entry: — Hugo, Kapitän, Mansteinstr. 29, ✉ 30 bbox=[208, 503, 412, 518]
directory-entry: — Rich., Bestm., Pasmannstr. 7, ✉ 11 bbox=[836, 748, 1026, 763]
directory-entry: — W., Arbtr., Deichstr. 6/8, H. 8, ✉ 11 bbox=[836, 1620, 1029, 1635]
directory-entry: — Paul, Kaufm., PSch: 20952, ☎ No 2579, Dorotheenstr. 105, ✉ 39 bbox=[836, 228, 1131, 258]
directory-entry: — W., Werkmstr., Hoheluftchaussee 92 bbox=[836, 1605, 1032, 1620]
directory-entry: — M., Schlosser, altersteinweg 48, H. E, ✉ 3 bbox=[522, 213, 748, 228]
edge-fragment: ⊙ G bbox=[1540, 445, 1563, 459]
firm-entry: ⊙ Paul Neumann, IR, Tuch-Großhdl., Wrangelstr. 18, ✉ 30 bbox=[836, 182, 1131, 212]
directory-entry: — Wwe. Wilh., Schmilinskystr. 84, ✉ 5 bbox=[1150, 641, 1350, 656]
directory-entry: — Walt., Kaufm., Hasselbrookstr. 31 bbox=[1150, 228, 1334, 243]
edge-fragment: Wr bbox=[1540, 616, 1556, 630]
directory-entry: — P., Hilfsschaffn., Frankeinstr. 4, ✉ 22 bbox=[522, 1666, 723, 1681]
directory-entry: — Paul, Schmied, Eppendorferweg 36, H. 1 bbox=[522, 1773, 741, 1788]
directory-entry: — Heinr., Arbtr., Geibelstr. 36, H. 2, ✉ 39 bbox=[208, 304, 418, 319]
directory-entry: — Otto, Kraftwagenf., Schmilinskystr. 40 bbox=[522, 1268, 730, 1283]
directory-entry: — O., Arbtr., Bankstr. 224, ✉ 1 bbox=[522, 855, 680, 870]
directory-entry: — R., Schiffsbaumstr., Schanzenstr. 48 bbox=[836, 641, 1031, 656]
directory-entry: — Walt., Schmied, Schwenckestr. 55, H. 2 bbox=[1150, 243, 1362, 258]
